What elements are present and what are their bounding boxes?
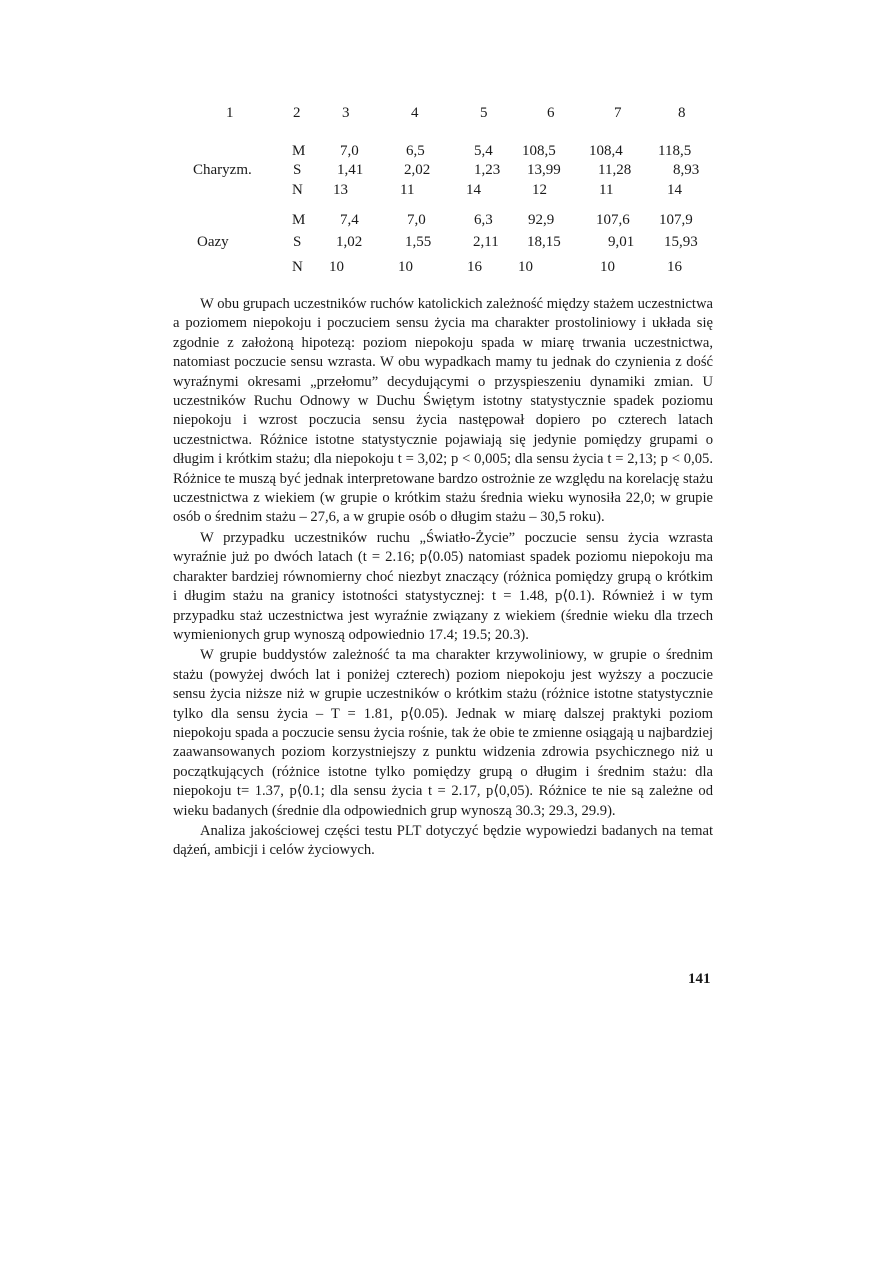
- table-cell: 107,9: [659, 212, 693, 228]
- table-cell: 10: [518, 259, 533, 275]
- column-header: 5: [480, 105, 488, 121]
- table-cell: 92,9: [528, 212, 555, 228]
- body-text: [173, 295, 713, 862]
- group-label: Oazy: [197, 234, 229, 250]
- stat-label: M: [292, 143, 306, 159]
- stat-label: M: [292, 212, 306, 228]
- table-cell: 9,01: [608, 234, 635, 250]
- table-cell: 8,93: [673, 162, 700, 178]
- table-cell: 12: [532, 182, 547, 198]
- table-cell: 2,11: [473, 234, 499, 250]
- paragraph: Analiza jakościowej części testu PLT dotyczyć będzie wypowiedzi badanych na temat dążeń, ambicji i celów życiowych.: [173, 822, 713, 859]
- column-header: 2: [293, 105, 301, 121]
- table-cell: 108,4: [589, 143, 623, 159]
- table-cell: 10: [600, 259, 615, 275]
- table-cell: 11,28: [598, 162, 632, 178]
- column-header: 4: [411, 105, 419, 121]
- table-cell: 14: [667, 182, 682, 198]
- table-cell: 6,5: [406, 143, 425, 159]
- paragraph: W przypadku uczestników ruchu „Światło-Życie” poczucie sensu życia wzrasta wyraźnie już po dwóch latach (t = 2.16; p⟨0.05) natomiast spadek poziomu niepokoju ma charakter bardziej równomierny choć niezbyt znaczący (różnica pomiędzy grupą o krótkim i długim stażu na granicy istotności statystycznej: t = 1.48, p⟨0.1). Również i w tym przypadku staż uczestnictwa jest wyraźnie związany z wiekiem (średnie wieku dla trzech wymienionych grup wynoszą odpowiednio 17.4; 19.5; 20.3).: [173, 529, 713, 643]
- column-header: 8: [678, 105, 686, 121]
- table-cell: 1,23: [474, 162, 501, 178]
- table-cell: 1,41: [337, 162, 364, 178]
- table-cell: 108,5: [522, 143, 556, 159]
- table-cell: 107,6: [596, 212, 630, 228]
- stat-label: N: [292, 259, 303, 275]
- column-header: 6: [547, 105, 555, 121]
- table-cell: 7,0: [407, 212, 426, 228]
- column-header: 7: [614, 105, 622, 121]
- table-cell: 16: [667, 259, 682, 275]
- table-cell: 5,4: [474, 143, 493, 159]
- table-cell: 11: [400, 182, 415, 198]
- paragraph: W grupie buddystów zależność ta ma charakter krzywoliniowy, w grupie o średnim stażu (powyżej dwóch lat i poniżej czterech) poziom niepokoju jest wyższy a poczucie sensu życia niższe niż w grupie uczestników o krótkim stażu (różnice istotne statystycznie tylko dla sensu życia – T = 1.81, p⟨0.05). Jednak w miarę dalszej praktyki poziom niepokoju spada a poczucie sensu życia rośnie, tak że obie te zmienne osiągają u najbardziej zaawansowanych poziom korzystniejszy z punktu widzenia zdrowia psychicznego niż u początkujących (różnice istotne tylko pomiędzy grupą o długim i średnim stażu: dla niepokoju t= 1.37, p⟨0.1; dla sensu życia t = 2.17, p⟨0,05). Różnice te nie są zależne od wieku badanych (średnie dla odpowiednich grup wynoszą 30.3; 29.3, 29.9).: [173, 647, 713, 819]
- paragraph: W obu grupach uczestników ruchów katolickich zależność między stażem uczestnictwa a poziomem niepokoju i poczuciem sensu życia ma charakter prostoliniowy i układa się zgodnie z założoną hipotezą: poziom niepokoju spada w miarę trwania uczestnictwa, natomiast poczucie sensu wzrasta. W obu wypadkach mamy tu jednak do czynienia z dość wyraźnymi okresami „przełomu” decydującymi o przyspieszeniu dynamiki zmian. U uczestników Ruchu Odnowy w Duchu Świętym istotny statystycznie spadek poziomu niepokoju i wzrost poczucia sensu życia następował dopiero po czterech latach uczestnictwa. Różnice istotne statystycznie pojawiają się jedynie pomiędzy grupami o długim i krótkim stażu; dla niepokoju t = 3,02; p < 0,005; dla sensu życia t = 2,13; p < 0,05. Różnice te muszą być jednak interpretowane bardzo ostrożnie ze względu na korelację stażu uczestnictwa z wiekiem (w grupie o krótkim stażu średnia wieku wynosiła 22,0; w grupie osób o średnim stażu – 27,6, a w grupie osób o długim stażu – 30,5 roku).: [173, 296, 713, 526]
- table-cell: 14: [466, 182, 481, 198]
- table-cell: 16: [467, 259, 482, 275]
- table-cell: 7,4: [340, 212, 359, 228]
- table-cell: 1,55: [405, 234, 432, 250]
- table-cell: 13: [333, 182, 348, 198]
- table-cell: 10: [329, 259, 344, 275]
- page-number: 141: [688, 971, 711, 987]
- table-cell: 15,93: [664, 234, 698, 250]
- column-header: 1: [226, 105, 234, 121]
- table-cell: 13,99: [527, 162, 561, 178]
- stat-label: S: [293, 234, 302, 250]
- group-label: Charyzm.: [193, 162, 252, 178]
- table-cell: 7,0: [340, 143, 359, 159]
- stat-label: N: [292, 182, 303, 198]
- table-cell: 11: [599, 182, 614, 198]
- table-cell: 10: [398, 259, 413, 275]
- table-cell: 2,02: [404, 162, 431, 178]
- stat-label: S: [293, 162, 302, 178]
- table-cell: 6,3: [474, 212, 493, 228]
- table-cell: 118,5: [658, 143, 692, 159]
- column-header: 3: [342, 105, 350, 121]
- table-cell: 18,15: [527, 234, 561, 250]
- table-cell: 1,02: [336, 234, 363, 250]
